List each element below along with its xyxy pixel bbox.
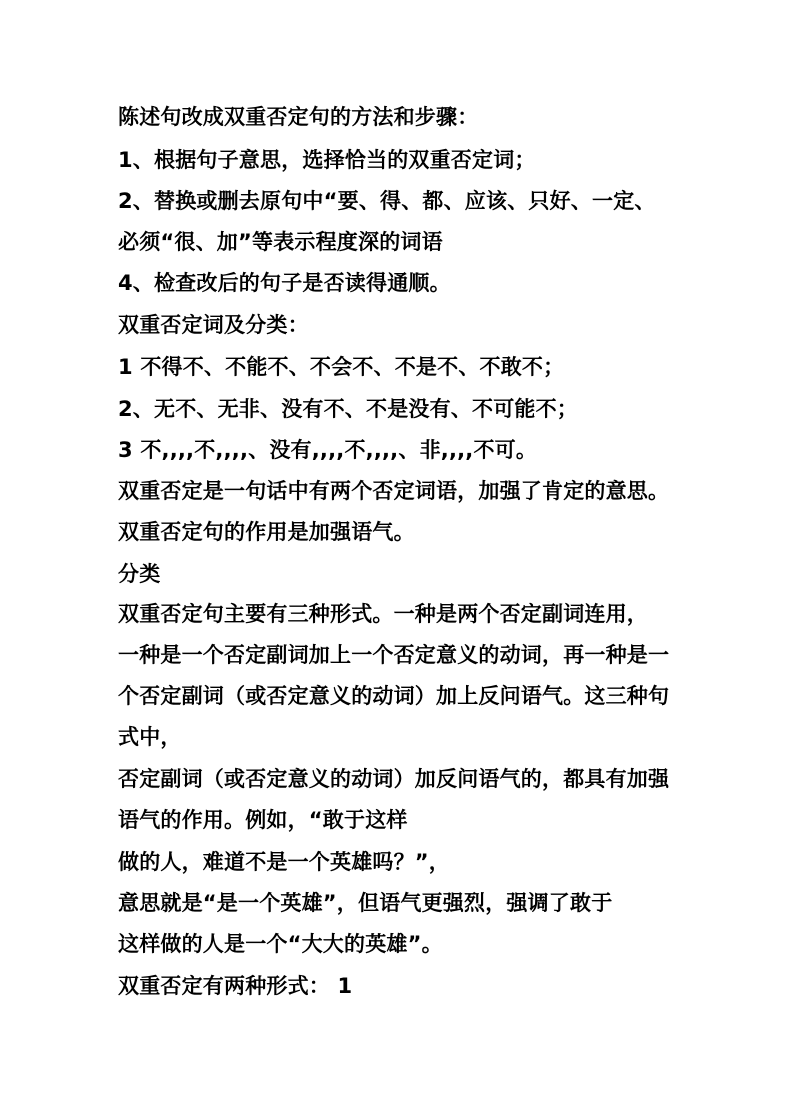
- text-line: 4、检查改后的句子是否读得通顺。: [118, 271, 451, 295]
- text-line: 做的人，难道不是一个英雄吗？”，: [118, 850, 451, 874]
- text-line: 1 不得不、不能不、不会不、不是不、不敢不；: [118, 355, 565, 379]
- text-line: 双重否定是一句话中有两个否定词语，加强了肯定的意思。: [118, 479, 670, 503]
- text-line: 2、无不、无非、没有不、不是没有、不可能不；: [118, 397, 579, 421]
- text-line: 否定副词（或否定意义的动词）加反问语气的，都具有加强: [118, 767, 670, 791]
- text-line: 语气的作用。例如，“敢于这样: [118, 808, 408, 832]
- text-line: 3 不,,,,不,,,,、没有,,,,不,,,,、非,,,,不可。: [118, 438, 538, 462]
- text-line: 个否定副词（或否定意义的动词）加上反问语气。这三种句: [118, 684, 670, 708]
- text-line: 双重否定句的作用是加强语气。: [118, 520, 415, 544]
- text-line: 式中，: [118, 725, 182, 749]
- text-line: 双重否定有两种形式： 1: [118, 974, 353, 998]
- section-heading: 双重否定词及分类：: [118, 313, 309, 337]
- text-line: 分类: [118, 562, 161, 586]
- text-line: 必须“很、加”等表示程度深的词语: [118, 230, 443, 254]
- text-line: 意思就是“是一个英雄”，但语气更强烈，强调了敢于: [118, 891, 613, 915]
- text-line: 一种是一个否定副词加上一个否定意义的动词，再一种是一: [118, 643, 670, 667]
- text-line: 双重否定句主要有三种形式。一种是两个否定副词连用，: [118, 602, 648, 626]
- text-line: 这样做的人是一个“大大的英雄”。: [118, 932, 443, 956]
- text-line: 2、替换或删去原句中“要、得、都、应该、只好、一定、: [118, 189, 656, 213]
- section-heading: 陈述句改成双重否定句的方法和步骤：: [118, 105, 479, 129]
- text-line: 1、根据句子意思，选择恰当的双重否定词；: [118, 148, 536, 172]
